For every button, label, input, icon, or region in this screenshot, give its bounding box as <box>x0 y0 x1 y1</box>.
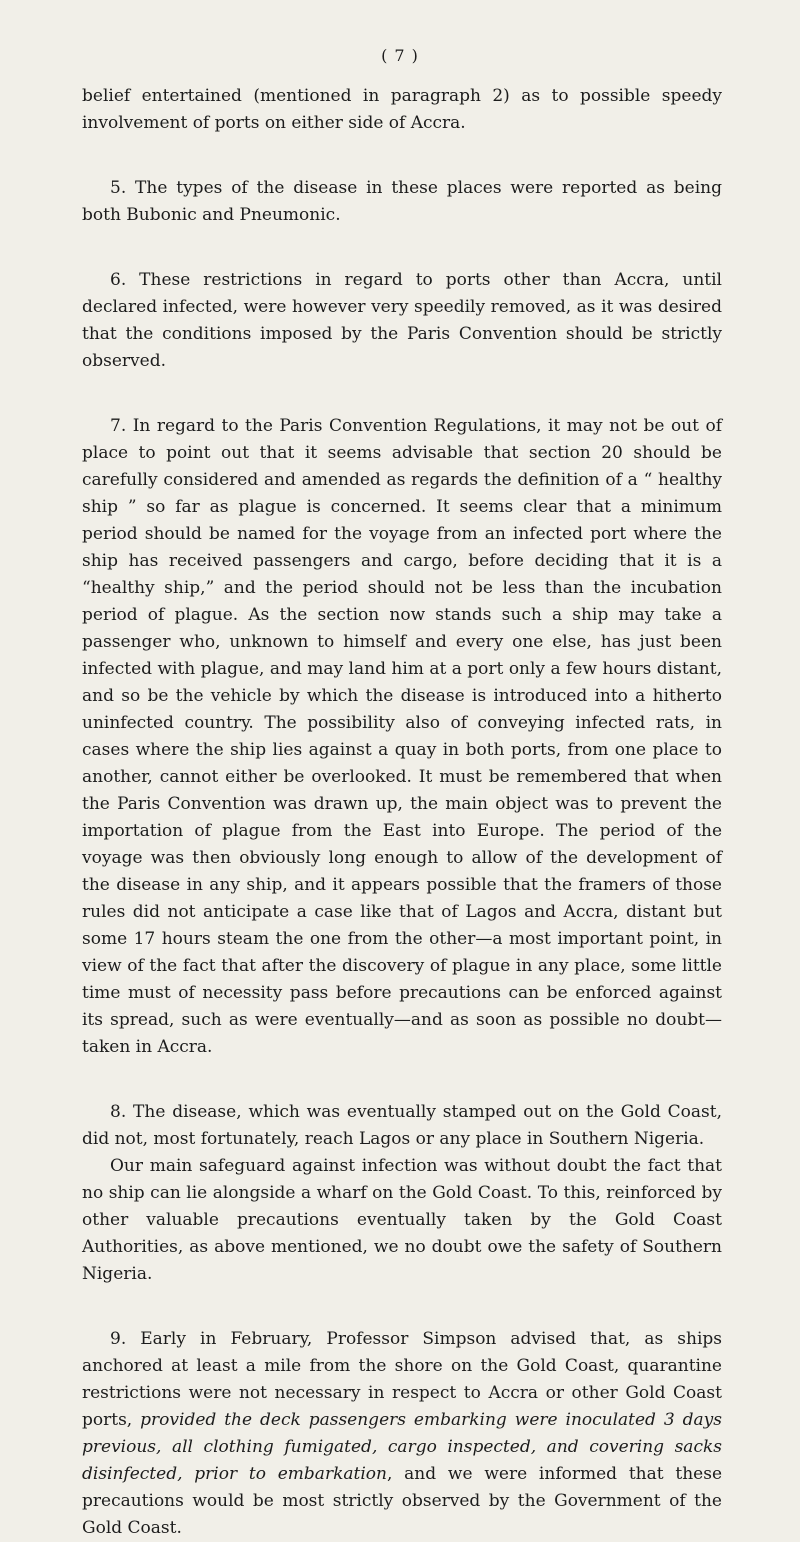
paragraph-8: 8. The disease, which was eventually stamped out on the Gold Coast, did not, most fortunately, reach Lagos or any place in Southern Nigeria. <box>82 1102 722 1149</box>
page-number: ( 7 ) <box>381 46 419 65</box>
paragraph-gap <box>82 137 722 175</box>
paragraph-gap <box>82 375 722 413</box>
paragraph-gap <box>82 1061 722 1099</box>
paragraph-gap <box>82 229 722 267</box>
paragraph-6: 6. These restrictions in regard to ports other than Accra, until declared infected, were however very speedily removed, as it was desired that the conditions imposed by the Paris Convention should be strictly observed. <box>82 270 722 371</box>
paragraph-9-start: 9. Early in February, Professor Simpson advised that, as ships anchored at least a mile from the shore on the Gold Coast, quarantine restrictions were not necessary in respect to Accra or other Gold Coast ports, <box>82 1329 722 1430</box>
paragraph-9 <box>82 1326 722 1542</box>
paragraph-5: 5. The types of the disease in these places were reported as being both Bubonic and Pneumonic. <box>82 178 722 225</box>
paragraph-gap <box>82 1288 722 1326</box>
paragraph-7: 7. In regard to the Paris Convention Regulations, it may not be out of place to point out that it seems advisable that section 20 should be carefully considered and amended as regards the definition of a “ healthy ship ” so far as plague is concerned. It seems clear that a minimum period should be named for the voyage from an infected port where the ship has received passengers and cargo, before deciding that it is a “healthy ship,” and the period should not be less than the incubation period of plague. As the section now stands such a ship may take a passenger who, unknown to himself and every one else, has just been infected with plague, and may land him at a port only a few hours distant, and so be the vehicle by which the disease is introduced into a hitherto uninfected country. The possibility also of conveying infected rats, in cases where the ship lies against a quay in both ports, from one place to another, cannot either be overlooked. It must be remembered that when the Paris Convention was drawn up, the main object was to prevent the importation of plague from the East into Europe. The period of the voyage was then obviously long enough to allow of the development of the disease in any ship, and it appears possible that the framers of those rules did not anticipate a case like that of Lagos and Accra, distant but some 17 hours steam the one from the other—a most important point, in view of the fact that after the discovery of plague in any place, some little time must of necessity pass before precautions can be enforced against its spread, such as were eventually—and as soon as possible no doubt—taken in Accra. <box>82 416 722 1057</box>
paragraph-continued: belief entertained (mentioned in paragraph 2) as to possible speedy involvement of ports on either side of Accra. <box>82 86 722 133</box>
paragraph-9-italic: provided the deck passengers embarking were inoculated 3 days previous, all clothing fumigated, cargo inspected, and covering sacks disinfected, prior to embarkation <box>82 1410 722 1484</box>
paragraph-9-end: , and we were informed that these precautions would be most strictly observed by the Government of the Gold Coast. <box>82 1464 723 1538</box>
page-body <box>82 83 722 1542</box>
paragraph-8-continued: Our main safeguard against infection was without doubt the fact that no ship can lie alongside a wharf on the Gold Coast. To this, reinforced by other valuable precautions eventually taken by the Gold Coast Authorities, as above mentioned, we no doubt owe the safety of Southern Nigeria. <box>82 1156 722 1284</box>
